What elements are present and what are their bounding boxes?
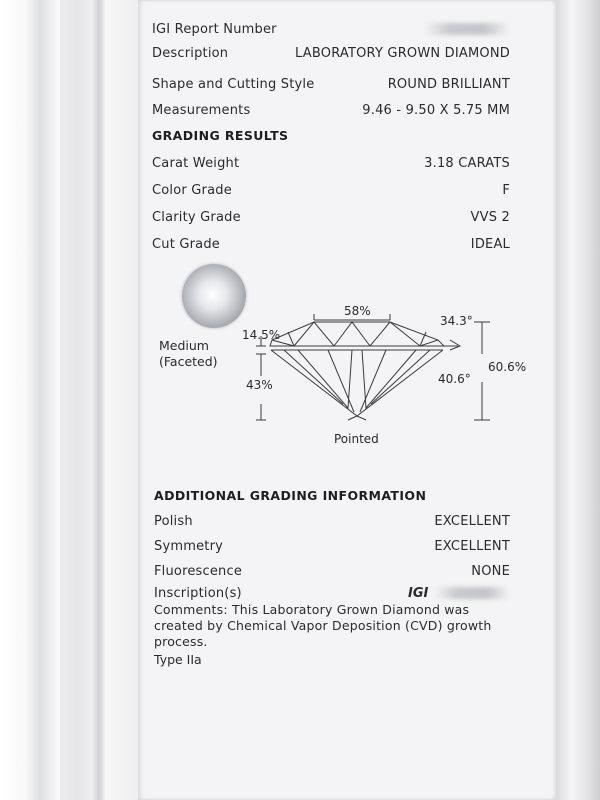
crown-height: 14.5% <box>242 328 281 342</box>
total-depth: 60.6% <box>488 360 527 374</box>
cut-grade-value: IDEAL <box>470 237 510 252</box>
girdle-thickness: Medium <box>159 338 209 353</box>
proportions-diagram <box>138 296 556 456</box>
shape-value: ROUND BRILLIANT <box>387 77 510 92</box>
color-grade-label: Color Grade <box>152 183 232 198</box>
diamond-type: Type IIa <box>154 652 202 667</box>
measurements-label: Measurements <box>152 103 251 118</box>
additional-info-heading: ADDITIONAL GRADING INFORMATION <box>154 488 427 503</box>
polish-label: Polish <box>154 514 193 529</box>
pavilion-angle: 40.6° <box>438 372 471 386</box>
grading-report-card <box>138 0 556 800</box>
clarity-grade-value: VVS 2 <box>470 210 510 225</box>
plastic-sleeve-right <box>556 0 600 800</box>
culet-size: Pointed <box>334 432 379 446</box>
inscription-value: IGI <box>408 586 429 601</box>
crown-angle: 34.3° <box>440 314 473 328</box>
sleeve-groove <box>24 0 60 800</box>
description-label: Description <box>152 46 229 61</box>
table-percent: 58% <box>344 304 371 318</box>
cut-grade-label: Cut Grade <box>152 237 220 252</box>
fluorescence-value: NONE <box>471 564 510 579</box>
color-grade-value: F <box>502 183 510 198</box>
fluorescence-label: Fluorescence <box>154 564 243 579</box>
shape-label: Shape and Cutting Style <box>152 77 315 92</box>
comments-text: Comments: This Laboratory Grown Diamond was created by Chemical Vapor Deposition (CVD) growth process. <box>154 602 492 649</box>
redacted-inscription <box>434 587 510 599</box>
description-value: LABORATORY GROWN DIAMOND <box>295 46 510 61</box>
symmetry-label: Symmetry <box>154 539 224 554</box>
redacted-report-number <box>424 23 510 35</box>
measurements-value: 9.46 - 9.50 X 5.75 MM <box>362 103 510 118</box>
sleeve-groove <box>92 0 106 800</box>
carat-label: Carat Weight <box>152 156 240 171</box>
plastic-sleeve-left <box>0 0 140 800</box>
inscription-label: Inscription(s) <box>154 586 242 601</box>
symmetry-value: EXCELLENT <box>434 539 510 554</box>
girdle-detail: (Faceted) <box>159 354 218 369</box>
carat-value: 3.18 CARATS <box>424 156 510 171</box>
clarity-grade-label: Clarity Grade <box>152 210 241 225</box>
polish-value: EXCELLENT <box>434 514 510 529</box>
pavilion-depth: 43% <box>246 378 273 392</box>
report-number-label: IGI Report Number <box>152 22 277 37</box>
grading-results-heading: GRADING RESULTS <box>152 128 289 143</box>
